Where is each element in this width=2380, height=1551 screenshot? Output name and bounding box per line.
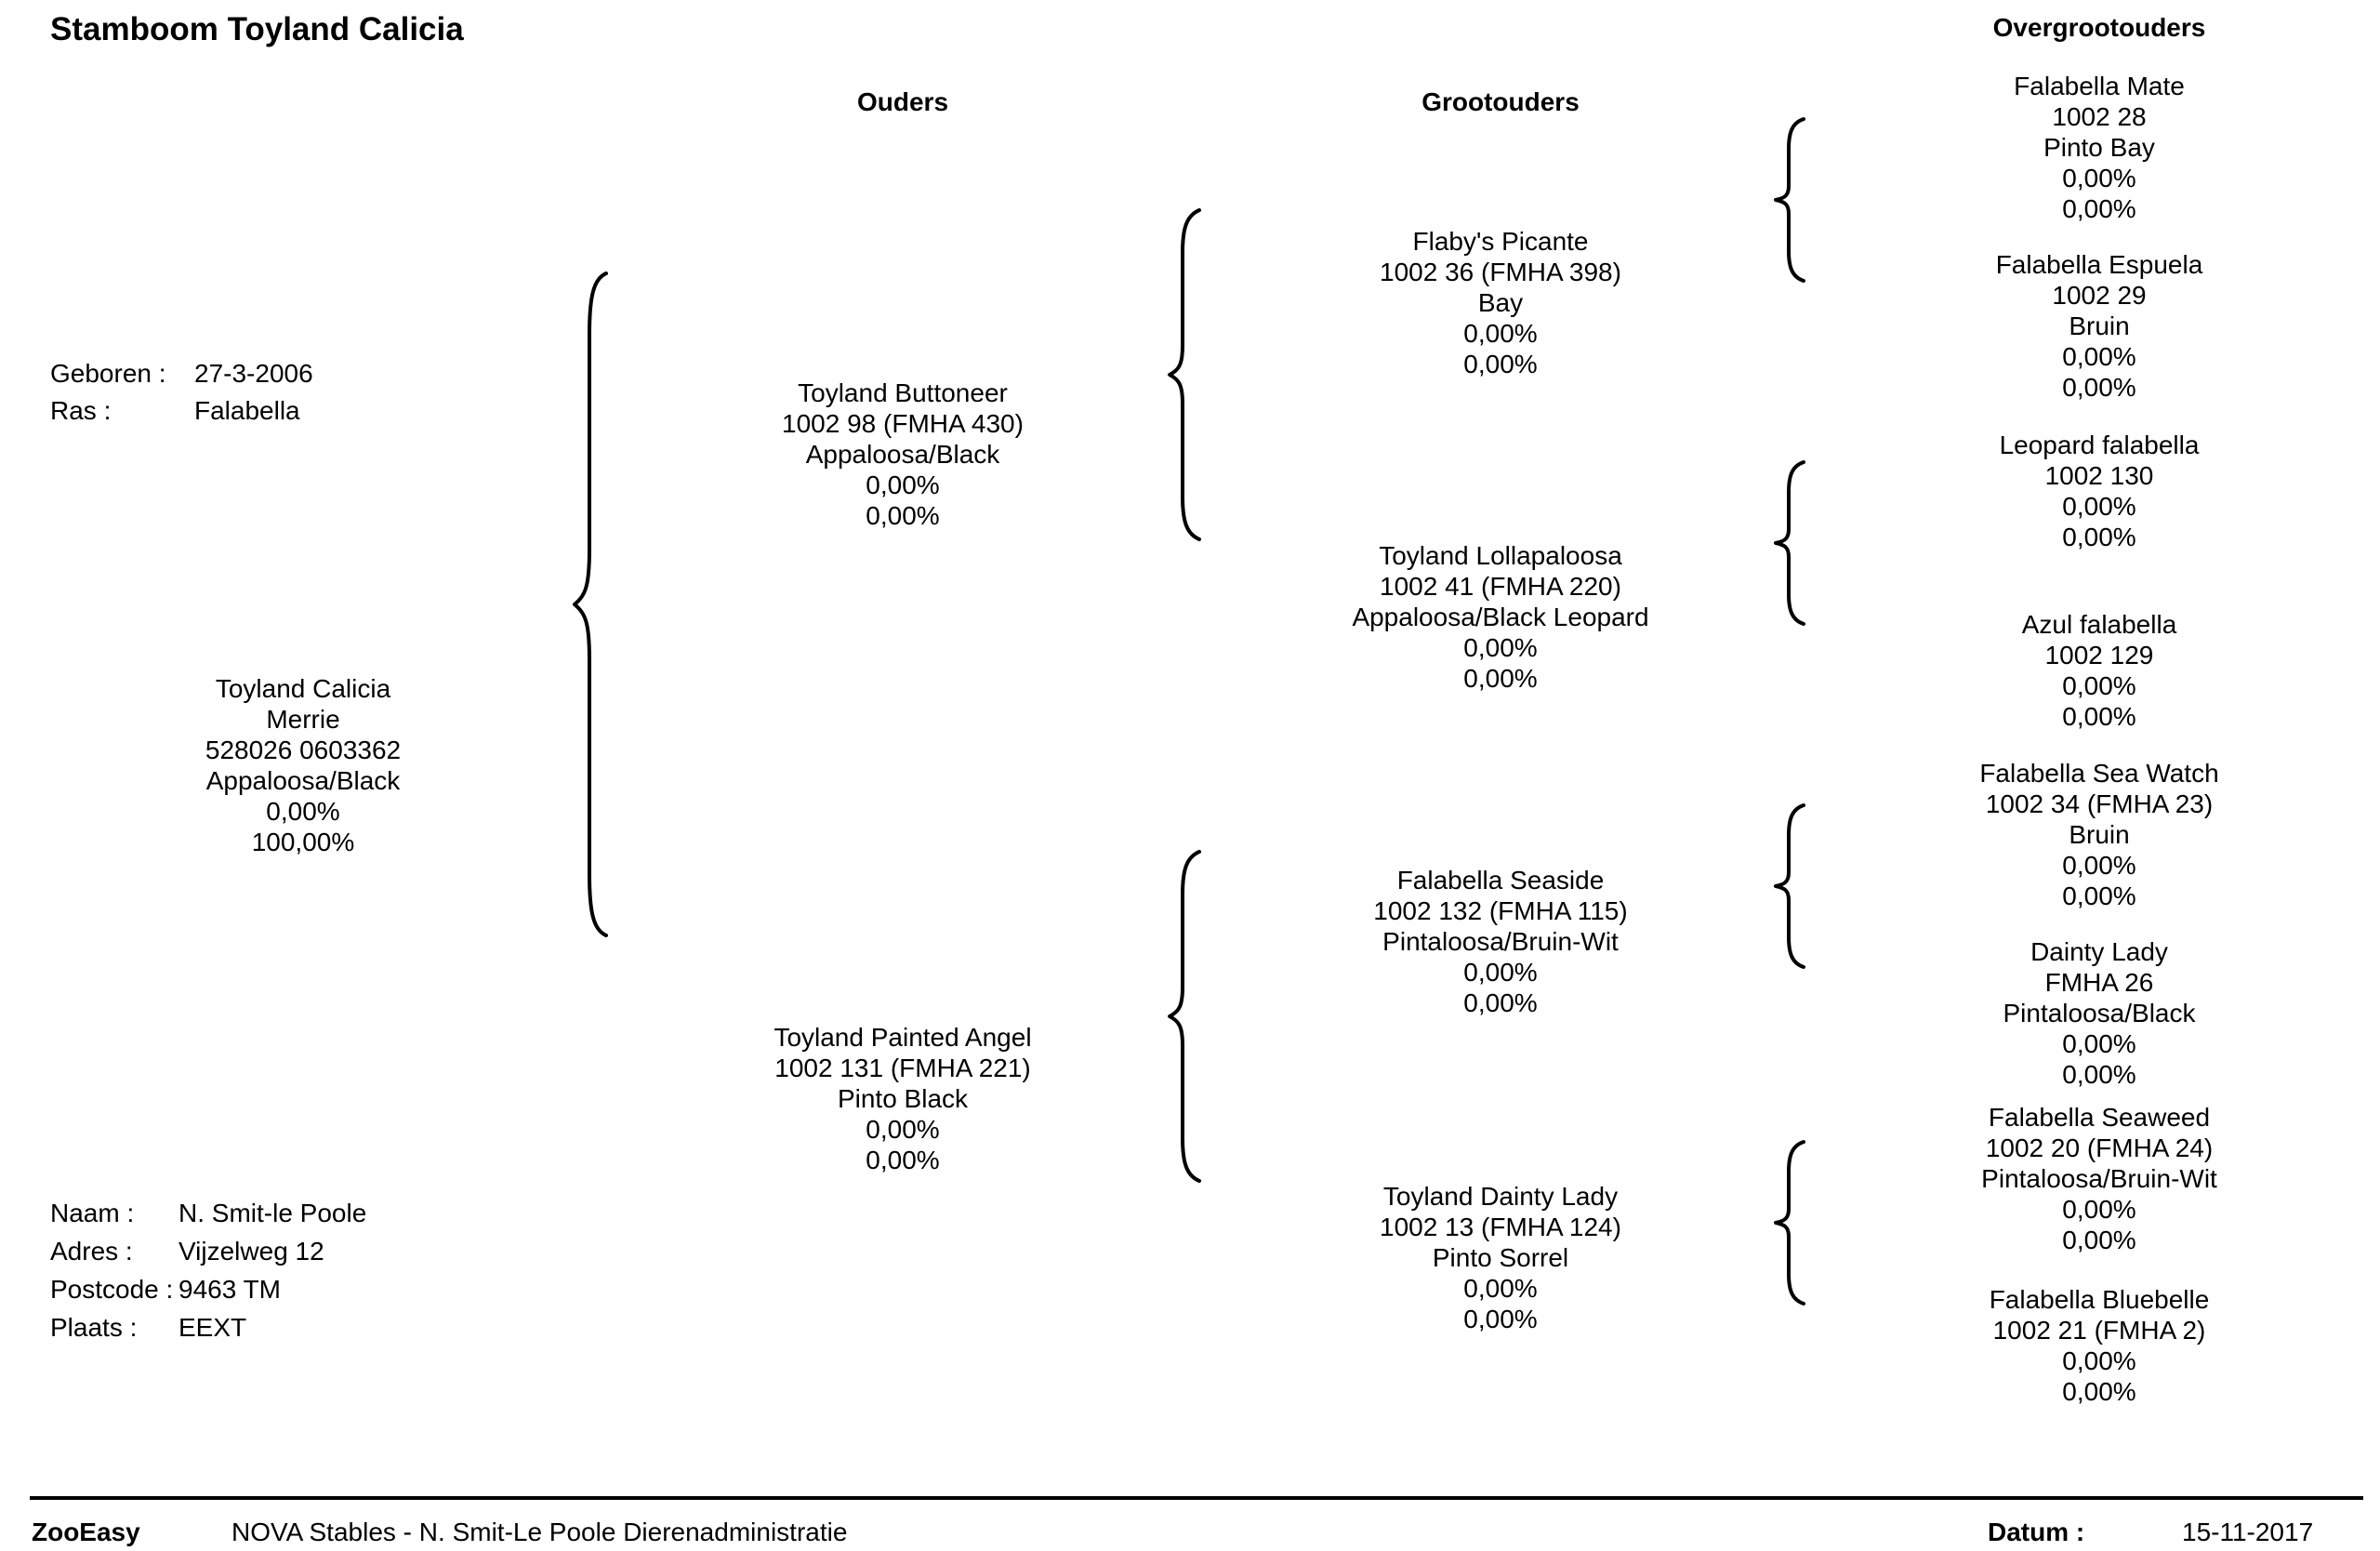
- footer-brand: ZooEasy: [32, 1518, 140, 1546]
- great-grandparent-percent-2: 0,00%: [2062, 702, 2136, 731]
- footer-date-label: Datum :: [1988, 1518, 2085, 1546]
- parent-name: Toyland Painted Angel: [774, 1023, 1032, 1052]
- grandparent-reg: 1002 13 (FMHA 124): [1380, 1213, 1621, 1241]
- brace-parent-2: [1162, 848, 1209, 1185]
- grandparent-percent-1: 0,00%: [1463, 633, 1538, 662]
- owner-postcode-value: 9463 TM: [178, 1275, 281, 1304]
- great-grandparent-reg: 1002 20 (FMHA 24): [1985, 1133, 2214, 1162]
- great-grandparent-percent-1: 0,00%: [2062, 164, 2136, 192]
- great-grandparent-reg: 1002 129: [2044, 641, 2154, 669]
- grandparent-name: Falabella Seaside: [1396, 866, 1605, 895]
- great-grandparent-entry: [1876, 1102, 2322, 1255]
- breed-label: Ras :: [50, 396, 112, 425]
- parent-percent-1: 0,00%: [866, 471, 940, 499]
- parent-entry: [680, 378, 1126, 531]
- grandparent-entry: [1277, 226, 1724, 379]
- great-grandparent-entry: [1876, 430, 2322, 552]
- grandparent-percent-2: 0,00%: [1463, 350, 1538, 378]
- parent-percent-2: 0,00%: [866, 501, 940, 530]
- grandparent-color: Appaloosa/Black Leopard: [1352, 603, 1649, 631]
- footer-date-value: 15-11-2017: [2182, 1518, 2314, 1546]
- great-grandparent-percent-1: 0,00%: [2062, 671, 2136, 700]
- brace-parent-1: [1162, 206, 1209, 543]
- great-grandparent-color: Pintaloosa/Black: [2003, 999, 2196, 1027]
- great-grandparent-name: Falabella Sea Watch: [1979, 759, 2219, 788]
- owner-city-label: Plaats :: [50, 1313, 138, 1342]
- great-grandparent-percent-1: 0,00%: [2062, 851, 2136, 880]
- great-grandparent-name: Azul falabella: [2021, 610, 2177, 639]
- great-grandparent-reg: 1002 34 (FMHA 23): [1985, 789, 2214, 818]
- great-grandparent-percent-2: 0,00%: [2062, 523, 2136, 551]
- great-grandparent-entry: [1876, 1284, 2322, 1407]
- grandparent-name: Toyland Dainty Lady: [1382, 1182, 1619, 1211]
- great-grandparent-name: Falabella Bluebelle: [1989, 1285, 2210, 1314]
- grandparent-percent-2: 0,00%: [1463, 1305, 1538, 1333]
- header-great-grandparents: Overgrootouders: [1992, 13, 2206, 42]
- great-grandparent-entry: [1876, 71, 2322, 224]
- great-grandparent-percent-1: 0,00%: [2062, 492, 2136, 521]
- great-grandparent-reg: 1002 21 (FMHA 2): [1992, 1316, 2206, 1345]
- brace-grandparent-3: [1766, 802, 1813, 971]
- footer-divider: [30, 1496, 2363, 1500]
- great-grandparent-reg: 1002 29: [2052, 281, 2147, 310]
- parent-color: Appaloosa/Black: [805, 440, 1000, 469]
- brace-grandparent-2: [1766, 458, 1813, 628]
- footer-organization: NOVA Stables - N. Smit-Le Poole Dierenadministratie: [231, 1518, 848, 1546]
- great-grandparent-name: Leopard falabella: [1999, 431, 2200, 459]
- birth-info: [50, 355, 422, 430]
- parent-percent-2: 0,00%: [866, 1146, 940, 1174]
- great-grandparent-reg: 1002 28: [2052, 102, 2147, 131]
- breed-value: Falabella: [194, 396, 300, 425]
- grandparent-name: Flaby's Picante: [1412, 227, 1589, 256]
- grandparent-reg: 1002 132 (FMHA 115): [1373, 896, 1628, 925]
- parent-percent-1: 0,00%: [866, 1115, 940, 1144]
- great-grandparent-percent-2: 0,00%: [2062, 373, 2136, 402]
- great-grandparent-percent-1: 0,00%: [2062, 1346, 2136, 1375]
- brace-grandparent-4: [1766, 1138, 1813, 1307]
- parent-reg: 1002 131 (FMHA 221): [774, 1054, 1031, 1082]
- owner-address-label: Adres :: [50, 1237, 133, 1266]
- grandparent-name: Toyland Lollapaloosa: [1379, 541, 1622, 570]
- header-grandparents: Grootouders: [1421, 87, 1580, 116]
- great-grandparent-color: Bruin: [2069, 820, 2130, 849]
- subject-percent-2: 100,00%: [251, 828, 355, 856]
- great-grandparent-name: Falabella Espuela: [1995, 250, 2203, 279]
- great-grandparent-entry: [1876, 758, 2322, 911]
- great-grandparent-percent-2: 0,00%: [2062, 882, 2136, 910]
- great-grandparent-color: Pintaloosa/Bruin-Wit: [1981, 1164, 2217, 1193]
- parent-name: Toyland Buttoneer: [798, 378, 1008, 407]
- grandparent-color: Pintaloosa/Bruin-Wit: [1382, 927, 1619, 956]
- great-grandparent-entry: [1876, 249, 2322, 403]
- grandparent-percent-1: 0,00%: [1463, 319, 1538, 348]
- subject-name: Toyland Calicia: [215, 674, 391, 703]
- subject-percent-1: 0,00%: [266, 797, 340, 826]
- parent-color: Pinto Black: [837, 1084, 969, 1113]
- great-grandparent-name: Falabella Mate: [2014, 72, 2185, 100]
- parent-reg: 1002 98 (FMHA 430): [782, 409, 1024, 438]
- grandparent-percent-2: 0,00%: [1463, 988, 1538, 1017]
- grandparent-reg: 1002 41 (FMHA 220): [1380, 572, 1621, 601]
- brace-grandparent-1: [1766, 115, 1813, 285]
- subject-sex: Merrie: [266, 705, 340, 734]
- subject-color: Appaloosa/Black: [205, 766, 401, 795]
- great-grandparent-entry: [1876, 936, 2322, 1090]
- owner-info: [50, 1195, 515, 1353]
- header-parents: Ouders: [856, 87, 949, 116]
- great-grandparent-color: Bruin: [2069, 312, 2130, 340]
- great-grandparent-percent-1: 0,00%: [2062, 342, 2136, 371]
- owner-city-value: EEXT: [178, 1313, 247, 1342]
- grandparent-color: Bay: [1477, 288, 1524, 317]
- great-grandparent-color: Pinto Bay: [2043, 133, 2155, 162]
- grandparent-percent-1: 0,00%: [1463, 1274, 1538, 1303]
- great-grandparent-percent-2: 0,00%: [2062, 1226, 2136, 1254]
- great-grandparent-reg: 1002 130: [2044, 461, 2154, 490]
- great-grandparent-name: Falabella Seaweed: [1988, 1103, 2211, 1132]
- owner-name-value: N. Smit-le Poole: [178, 1199, 367, 1227]
- grandparent-color: Pinto Sorrel: [1432, 1243, 1569, 1272]
- owner-postcode-label: Postcode :: [50, 1275, 174, 1304]
- grandparent-entry: [1277, 1181, 1724, 1334]
- subject-entry: [80, 673, 526, 857]
- owner-name-label: Naam :: [50, 1199, 135, 1227]
- subject-id: 528026 0603362: [205, 736, 402, 764]
- grandparent-reg: 1002 36 (FMHA 398): [1380, 258, 1621, 286]
- born-value: 27-3-2006: [194, 359, 313, 388]
- grandparent-entry: [1277, 540, 1724, 694]
- born-label: Geboren :: [50, 359, 166, 388]
- grandparent-percent-1: 0,00%: [1463, 958, 1538, 987]
- great-grandparent-percent-2: 0,00%: [2062, 1377, 2136, 1406]
- owner-address-value: Vijzelweg 12: [178, 1237, 324, 1266]
- great-grandparent-name: Dainty Lady: [2030, 937, 2168, 966]
- great-grandparent-percent-1: 0,00%: [2062, 1195, 2136, 1224]
- parent-entry: [680, 1022, 1126, 1175]
- great-grandparent-reg: FMHA 26: [2044, 968, 2154, 997]
- great-grandparent-percent-2: 0,00%: [2062, 1060, 2136, 1089]
- great-grandparent-percent-2: 0,00%: [2062, 194, 2136, 223]
- great-grandparent-percent-1: 0,00%: [2062, 1029, 2136, 1058]
- grandparent-percent-2: 0,00%: [1463, 664, 1538, 693]
- page-title: Stamboom Toyland Calicia: [50, 11, 464, 47]
- grandparent-entry: [1277, 865, 1724, 1018]
- great-grandparent-entry: [1876, 609, 2322, 732]
- brace-subject: [569, 270, 625, 939]
